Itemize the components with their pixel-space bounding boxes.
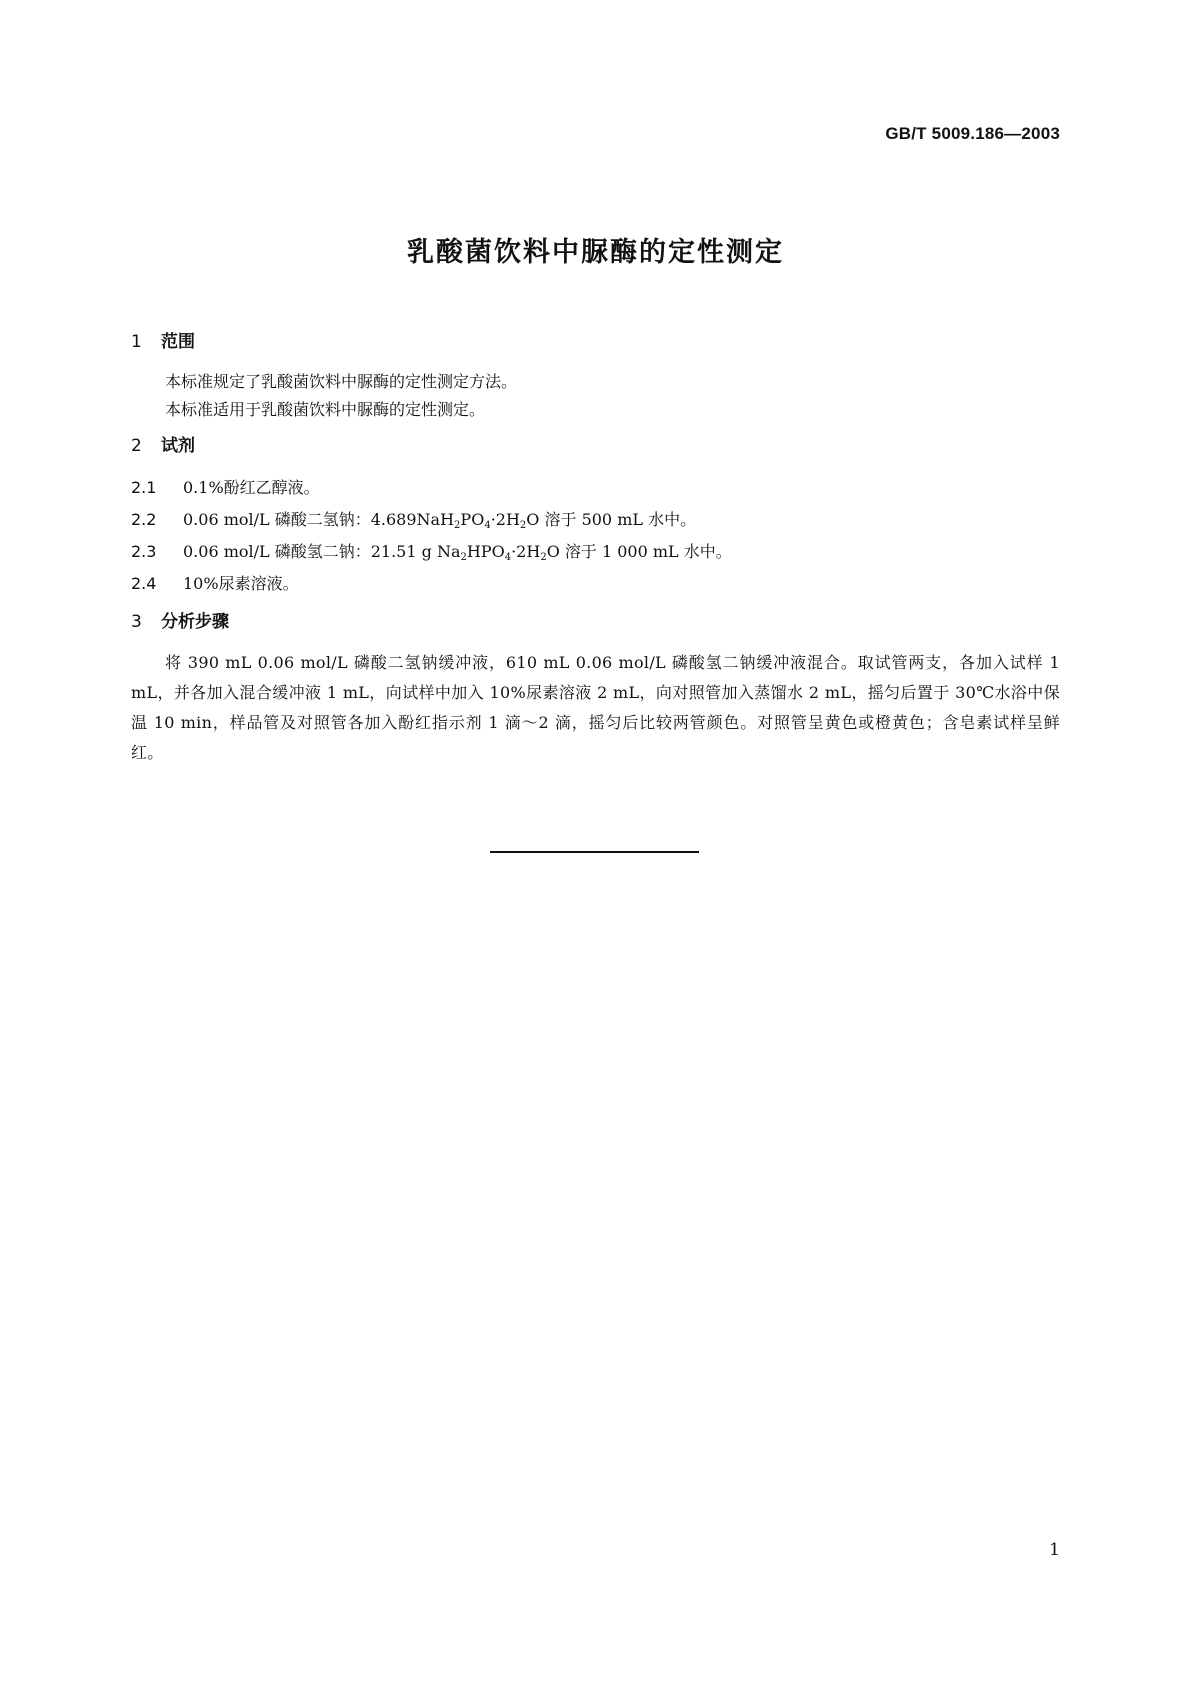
section-heading <box>131 330 1060 354</box>
item-number: 2.2 <box>131 510 157 529</box>
paragraph: 本标准适用于乳酸菌饮料中脲酶的定性测定。 <box>165 400 486 419</box>
section-heading <box>131 434 1060 458</box>
section-reagents <box>131 434 1060 600</box>
page-number: 1 <box>1049 1540 1060 1560</box>
item-number: 2.4 <box>131 574 157 593</box>
item-number: 2.1 <box>131 478 157 497</box>
item-text: O 溶于 1 000 mL 水中。 <box>546 542 732 561</box>
paragraph: 本标准规定了乳酸菌饮料中脲酶的定性测定方法。 <box>165 372 518 391</box>
reagent-item <box>131 568 1060 600</box>
document-title: 乳酸菌饮料中脲酶的定性测定 <box>407 237 784 268</box>
item-text: O 溶于 500 mL 水中。 <box>526 510 697 529</box>
section-procedure <box>131 610 1060 768</box>
item-text: 0.1%酚红乙醇液。 <box>183 478 320 497</box>
reagent-item <box>131 504 1060 536</box>
subscript: 2 <box>519 520 527 531</box>
item-text: ·2H <box>490 510 520 529</box>
section-title: 范围 <box>161 332 195 352</box>
section-scope <box>131 330 1060 424</box>
subscript: 2 <box>460 552 467 563</box>
reagent-item <box>131 472 1060 504</box>
header-standard-code: GB/T 5009.186—2003 <box>885 124 1060 143</box>
subscript: 4 <box>504 552 512 563</box>
section-heading <box>131 610 1060 634</box>
end-rule <box>490 851 699 853</box>
section-number: 1 <box>131 332 142 352</box>
section-title: 分析步骤 <box>161 612 229 632</box>
section-number: 2 <box>131 436 142 456</box>
item-text: 10%尿素溶液。 <box>183 574 299 593</box>
item-text: ·2H <box>511 542 541 561</box>
item-number: 2.3 <box>131 542 157 561</box>
subscript: 2 <box>540 552 547 563</box>
reagent-item <box>131 536 1060 568</box>
item-text: 0.06 mol/L 磷酸二氢钠：4.689NaH <box>183 510 455 529</box>
paragraph: 将 390 mL 0.06 mol/L 磷酸二氢钠缓冲液，610 mL 0.06 mol/L 磷酸氢二钠缓冲液混合。取试管两支，各加入试样 1 mL，并各加入混合缓冲液 1 mL，向试样中加入 10%尿素溶液 2 mL，向对照管加入蒸馏水 2 mL，摇匀后置于 30℃水浴中保温 10 min，样品管及对照管各加入酚红指示剂 1 滴～2 滴，摇匀后比较两管颜色。对照管呈黄色或橙黄色；含皂素试样呈鲜红。 <box>131 653 1060 762</box>
section-title: 试剂 <box>161 436 195 456</box>
item-text: PO <box>460 510 485 529</box>
subscript: 4 <box>484 520 491 531</box>
document-content <box>131 330 1060 768</box>
subscript: 2 <box>454 520 461 531</box>
item-text: HPO <box>466 542 505 561</box>
section-number: 3 <box>131 612 142 632</box>
item-text: 0.06 mol/L 磷酸氢二钠：21.51 g Na <box>183 542 461 561</box>
